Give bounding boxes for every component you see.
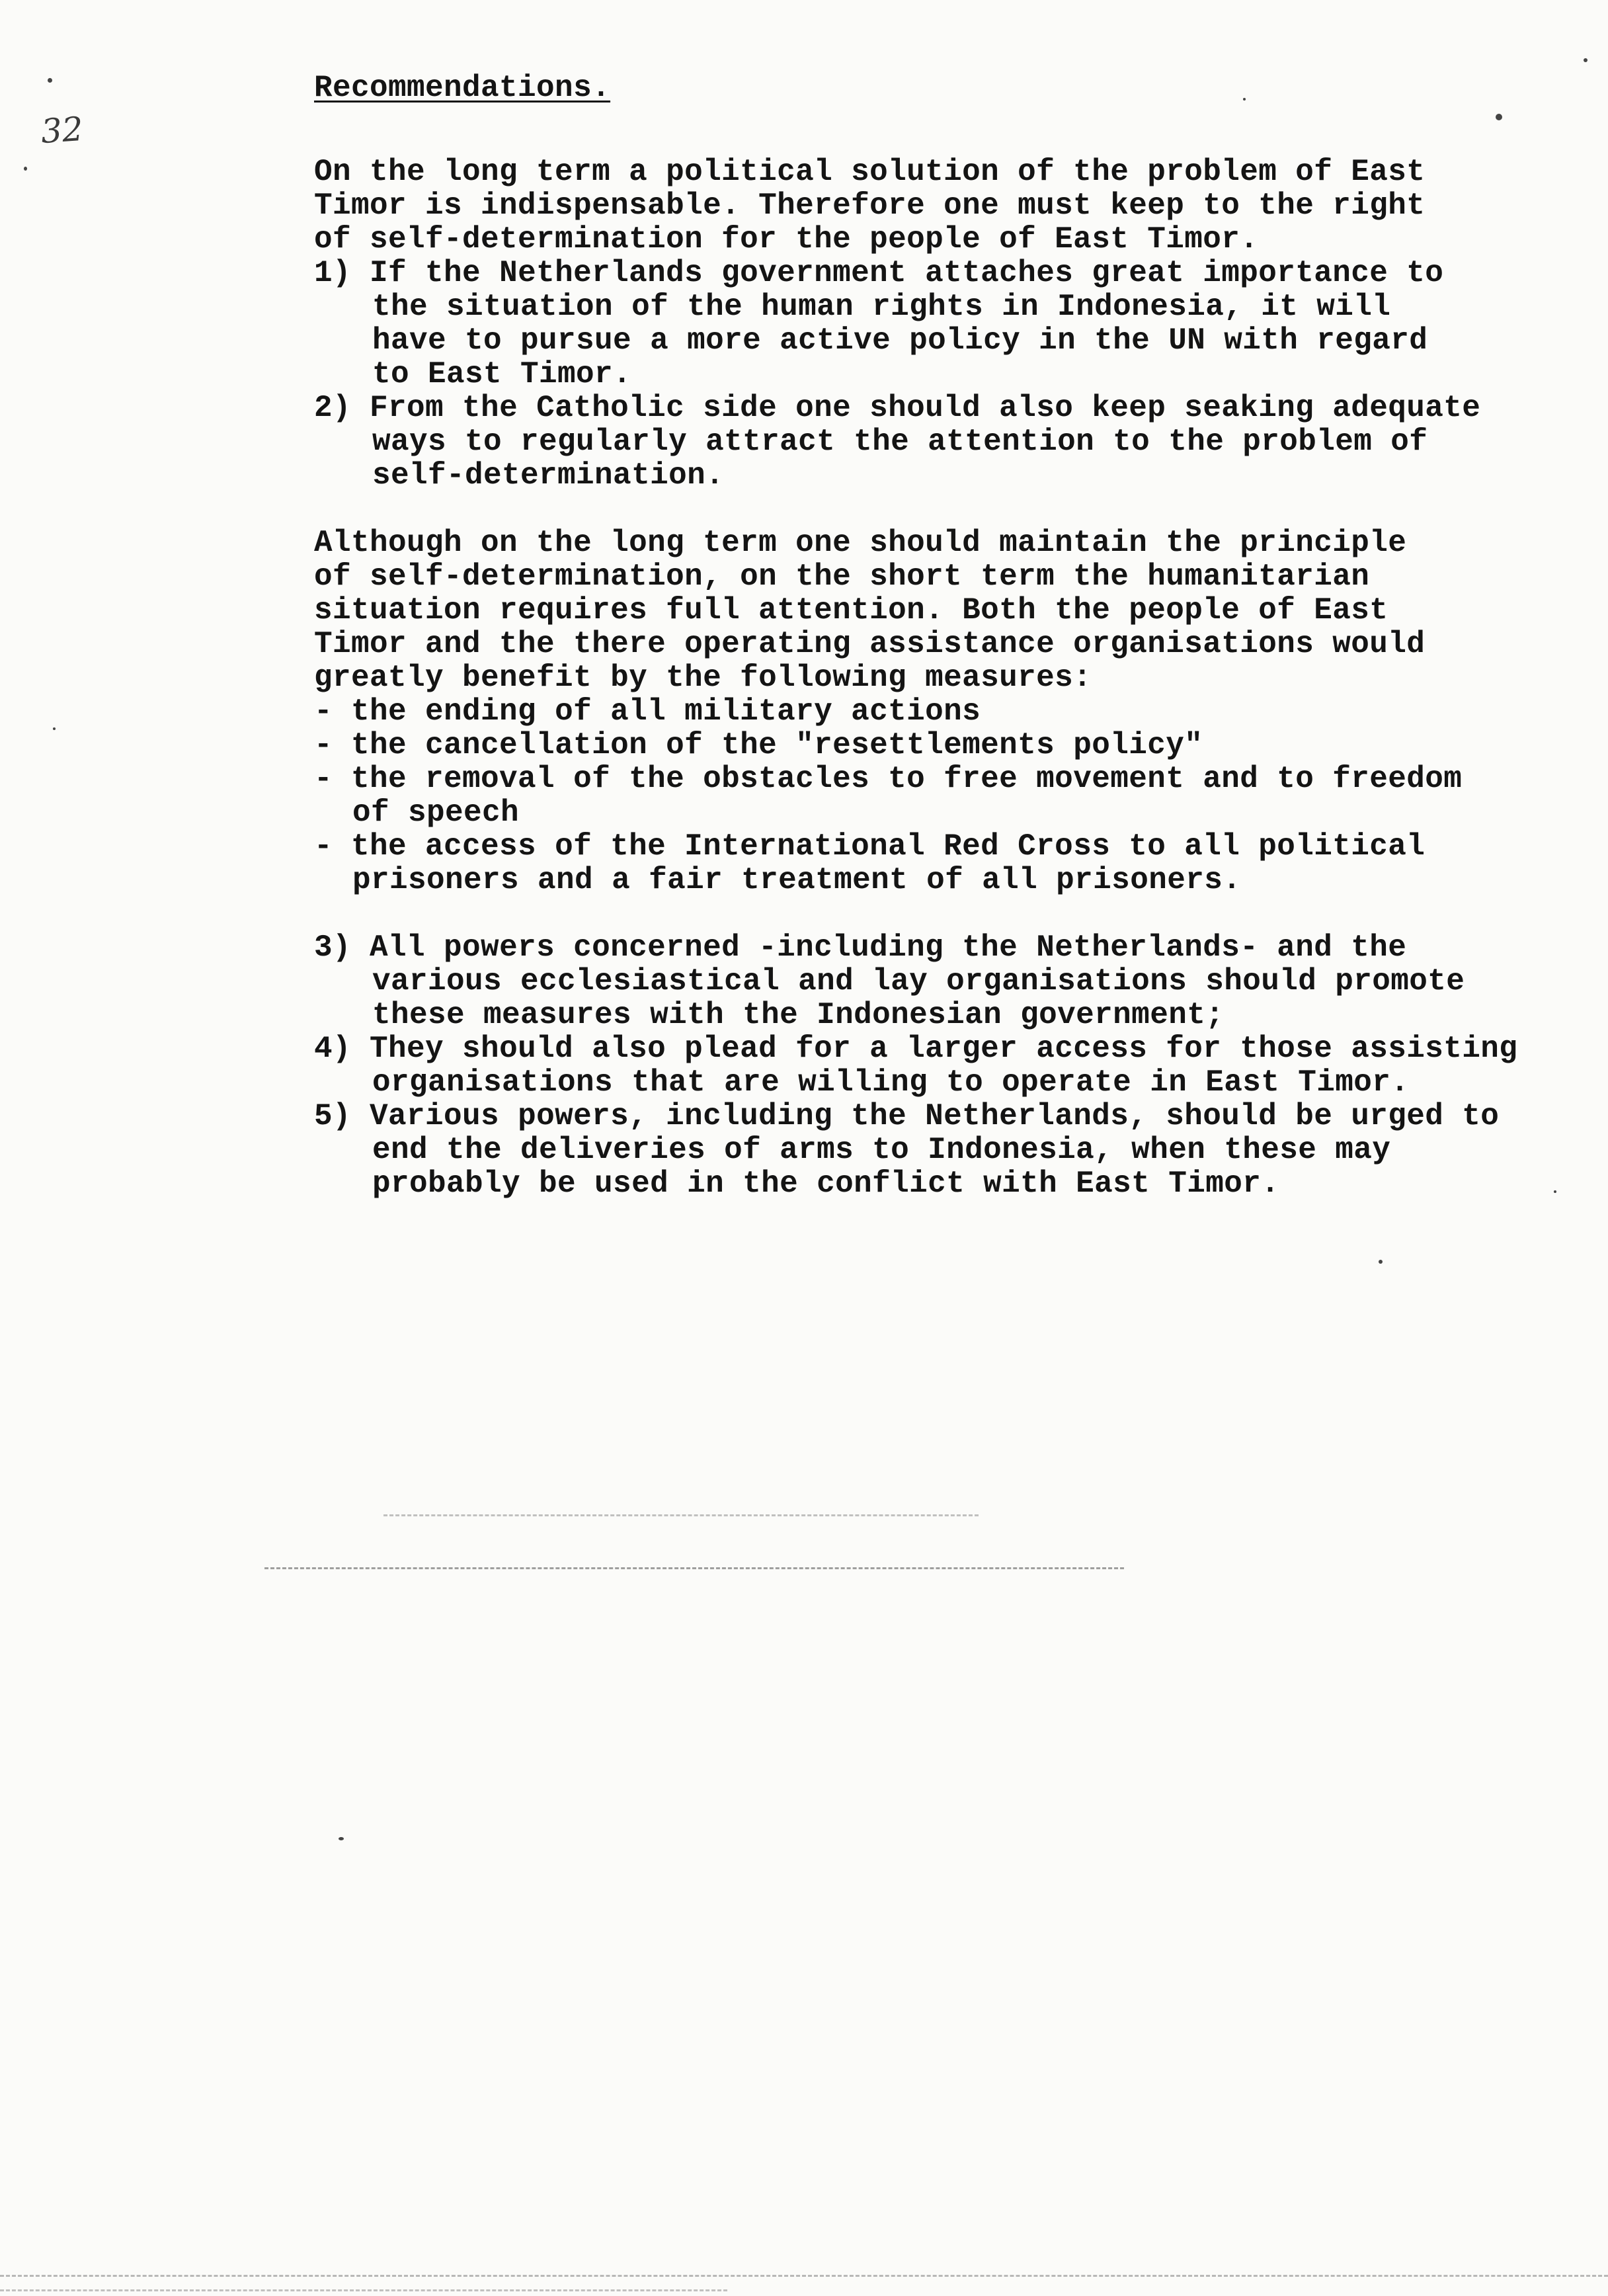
spacer — [314, 493, 1570, 526]
text-line — [314, 1100, 1570, 1133]
numbered-item-2 — [314, 391, 1570, 493]
text-line: ways to regularly attract the attention to the problem of — [372, 425, 1428, 459]
measure-text: the access of the International Red Cross to all political — [351, 829, 1426, 864]
text-line — [314, 391, 1570, 425]
text-line: of self-determination, on the short term the humanitarian — [314, 559, 1370, 594]
text-line — [314, 1032, 1570, 1066]
numbered-item-3 — [314, 931, 1570, 1032]
text-line: Timor is indispensable. Therefore one must keep to the right — [314, 188, 1426, 223]
measures-list — [314, 695, 1570, 897]
item-number: 2) — [314, 391, 352, 425]
item-number: 1) — [314, 256, 352, 290]
item-number: 4) — [314, 1032, 352, 1066]
text-line: the situation of the human rights in Indonesia, it will — [372, 290, 1391, 324]
text-line: end the deliveries of arms to Indonesia, when these may — [372, 1133, 1391, 1167]
numbered-item-1 — [314, 257, 1570, 391]
numbered-item-5 — [314, 1100, 1570, 1201]
item-text: Various powers, including the Netherlands, should be urged to — [370, 1099, 1500, 1133]
measure-text: the ending of all military actions — [351, 694, 981, 729]
scan-speck — [1243, 98, 1246, 101]
text-line: various ecclesiastical and lay organisations should promote — [372, 964, 1465, 999]
measure-continuation: of speech — [352, 796, 520, 830]
measure-item: - the cancellation of the "resettlements policy" — [314, 728, 1203, 762]
text-line — [314, 257, 1570, 290]
measure-item: - the access of the International Red Cross to all political — [314, 829, 1426, 864]
document-body — [314, 71, 1570, 1201]
scan-speck — [24, 167, 27, 171]
measure-text: the removal of the obstacles to free movement and to freedom — [351, 762, 1463, 796]
text-line: On the long term a political solution of the problem of East — [314, 155, 1426, 189]
item-number: 5) — [314, 1099, 352, 1133]
text-line: have to pursue a more active policy in the UN with regard — [372, 323, 1428, 358]
item-text: They should also plead for a larger access for those assisting — [370, 1032, 1518, 1066]
text-line — [314, 931, 1570, 965]
intro-paragraph — [314, 155, 1570, 257]
scan-artifact-line — [264, 1567, 1124, 1569]
scan-speck — [53, 727, 56, 730]
spacer — [314, 897, 1570, 931]
text-line: self-determination. — [372, 458, 725, 493]
text-line: organisations that are willing to operate in East Timor. — [372, 1065, 1410, 1100]
item-text: All powers concerned -including the Netherlands- and the — [370, 930, 1407, 965]
text-line: to East Timor. — [372, 357, 632, 391]
numbered-item-4 — [314, 1032, 1570, 1100]
middle-paragraph — [314, 526, 1570, 695]
text-line: Timor and the there operating assistance organisations would — [314, 627, 1426, 661]
item-text: If the Netherlands government attaches great importance to — [370, 256, 1444, 290]
scan-artifact-line — [0, 2275, 1608, 2277]
scan-speck — [1584, 58, 1588, 62]
text-line: these measures with the Indonesian government; — [372, 998, 1225, 1032]
text-line: probably be used in the conflict with East Timor. — [372, 1167, 1280, 1201]
text-line: greatly benefit by the following measures: — [314, 661, 1092, 695]
scan-speck — [1554, 1190, 1556, 1193]
item-number: 3) — [314, 930, 352, 965]
text-line: situation requires full attention. Both the people of East — [314, 593, 1388, 628]
item-text: From the Catholic side one should also keep seaking adequate — [370, 391, 1481, 425]
measure-item: - the removal of the obstacles to free movement and to freedom — [314, 762, 1463, 796]
scan-artifact-line — [0, 2289, 727, 2291]
handwritten-page-number: 32 — [40, 109, 85, 151]
measure-continuation: prisoners and a fair treatment of all prisoners. — [352, 863, 1242, 897]
measure-text: the cancellation of the "resettlements policy" — [351, 728, 1203, 762]
scan-speck — [48, 78, 52, 83]
section-heading: Recommendations. — [314, 71, 611, 105]
text-line: of self-determination for the people of East Timor. — [314, 222, 1259, 257]
measure-item: - the ending of all military actions — [314, 694, 981, 729]
scan-speck — [1379, 1260, 1383, 1264]
scan-artifact-line — [383, 1514, 979, 1516]
scan-speck — [339, 1837, 344, 1840]
text-line: Although on the long term one should maintain the principle — [314, 526, 1407, 560]
scan-speck — [1496, 114, 1502, 120]
